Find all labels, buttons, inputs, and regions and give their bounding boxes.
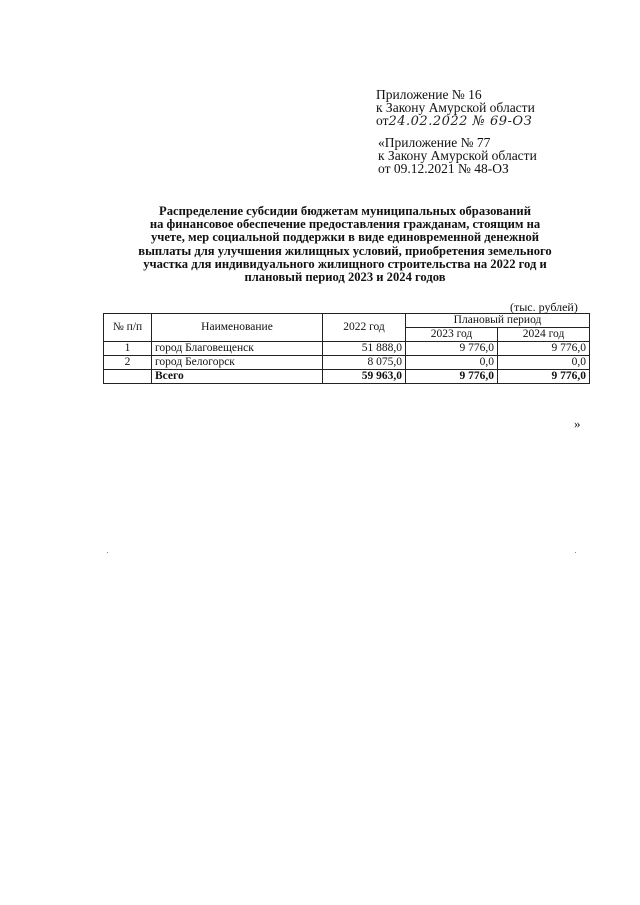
scan-speck xyxy=(107,552,108,553)
total-value-2024: 9 776,0 xyxy=(498,370,590,384)
original-appendix-header xyxy=(378,136,537,175)
table-header-row xyxy=(104,314,590,328)
appendix-number: Приложение № 16 xyxy=(376,87,482,102)
appendix-header xyxy=(376,88,535,128)
table-row xyxy=(104,356,590,370)
table-total-row xyxy=(104,370,590,384)
total-value-2023: 9 776,0 xyxy=(406,370,498,384)
title-line-4: выплаты для улучшения жилищных условий, приобретения земельного xyxy=(138,243,552,258)
header-num: № п/п xyxy=(104,314,152,342)
title-line-1: Распределение субсидии бюджетам муниципальных образований xyxy=(159,204,531,218)
appendix-date-line xyxy=(376,114,535,128)
row-value-2023: 0,0 xyxy=(406,356,498,370)
subsidy-table xyxy=(103,313,590,384)
row-num: 2 xyxy=(104,356,152,370)
header-2024: 2024 год xyxy=(498,328,590,342)
closing-quote: » xyxy=(574,416,581,431)
row-value-2024: 9 776,0 xyxy=(498,342,590,356)
table-row xyxy=(104,342,590,356)
header-name: Наименование xyxy=(152,314,323,342)
row-value-2024: 0,0 xyxy=(498,356,590,370)
appendix-date-prefix: от xyxy=(376,113,389,128)
document-title xyxy=(100,205,590,284)
header-2023: 2023 год xyxy=(406,328,498,342)
title-line-3: учете, мер социальной поддержки в виде единовременной денежной xyxy=(150,230,540,245)
total-value-2022: 59 963,0 xyxy=(323,370,406,384)
title-line-2: на финансовое обеспечение предоставления гражданам, стоящим на xyxy=(149,217,541,232)
row-value-2022: 51 888,0 xyxy=(323,342,406,356)
original-appendix-number: «Приложение № 77 xyxy=(378,135,491,150)
scan-speck xyxy=(575,552,576,553)
units-label: (тыс. рублей) xyxy=(510,300,578,314)
appendix-handwritten-date: 24.02.2022 № 69-ОЗ xyxy=(388,114,533,129)
title-line-6: плановый период 2023 и 2024 годов xyxy=(244,270,446,285)
row-value-2023: 9 776,0 xyxy=(406,342,498,356)
row-name: город Белогорск xyxy=(152,356,323,370)
original-appendix-date: от 09.12.2021 № 48-ОЗ xyxy=(378,161,509,176)
total-label: Всего xyxy=(152,370,323,384)
row-num: 1 xyxy=(104,342,152,356)
title-line-5: участка для индивидуального жилищного строительства на 2022 год и xyxy=(143,256,547,271)
total-num xyxy=(104,370,152,384)
row-value-2022: 8 075,0 xyxy=(323,356,406,370)
row-name: город Благовещенск xyxy=(152,342,323,356)
header-planned-period: Плановый период xyxy=(406,314,590,328)
appendix-law-reference: к Закону Амурской области xyxy=(376,100,535,115)
original-appendix-law-reference: к Закону Амурской области xyxy=(378,148,537,163)
header-2022: 2022 год xyxy=(323,314,406,342)
